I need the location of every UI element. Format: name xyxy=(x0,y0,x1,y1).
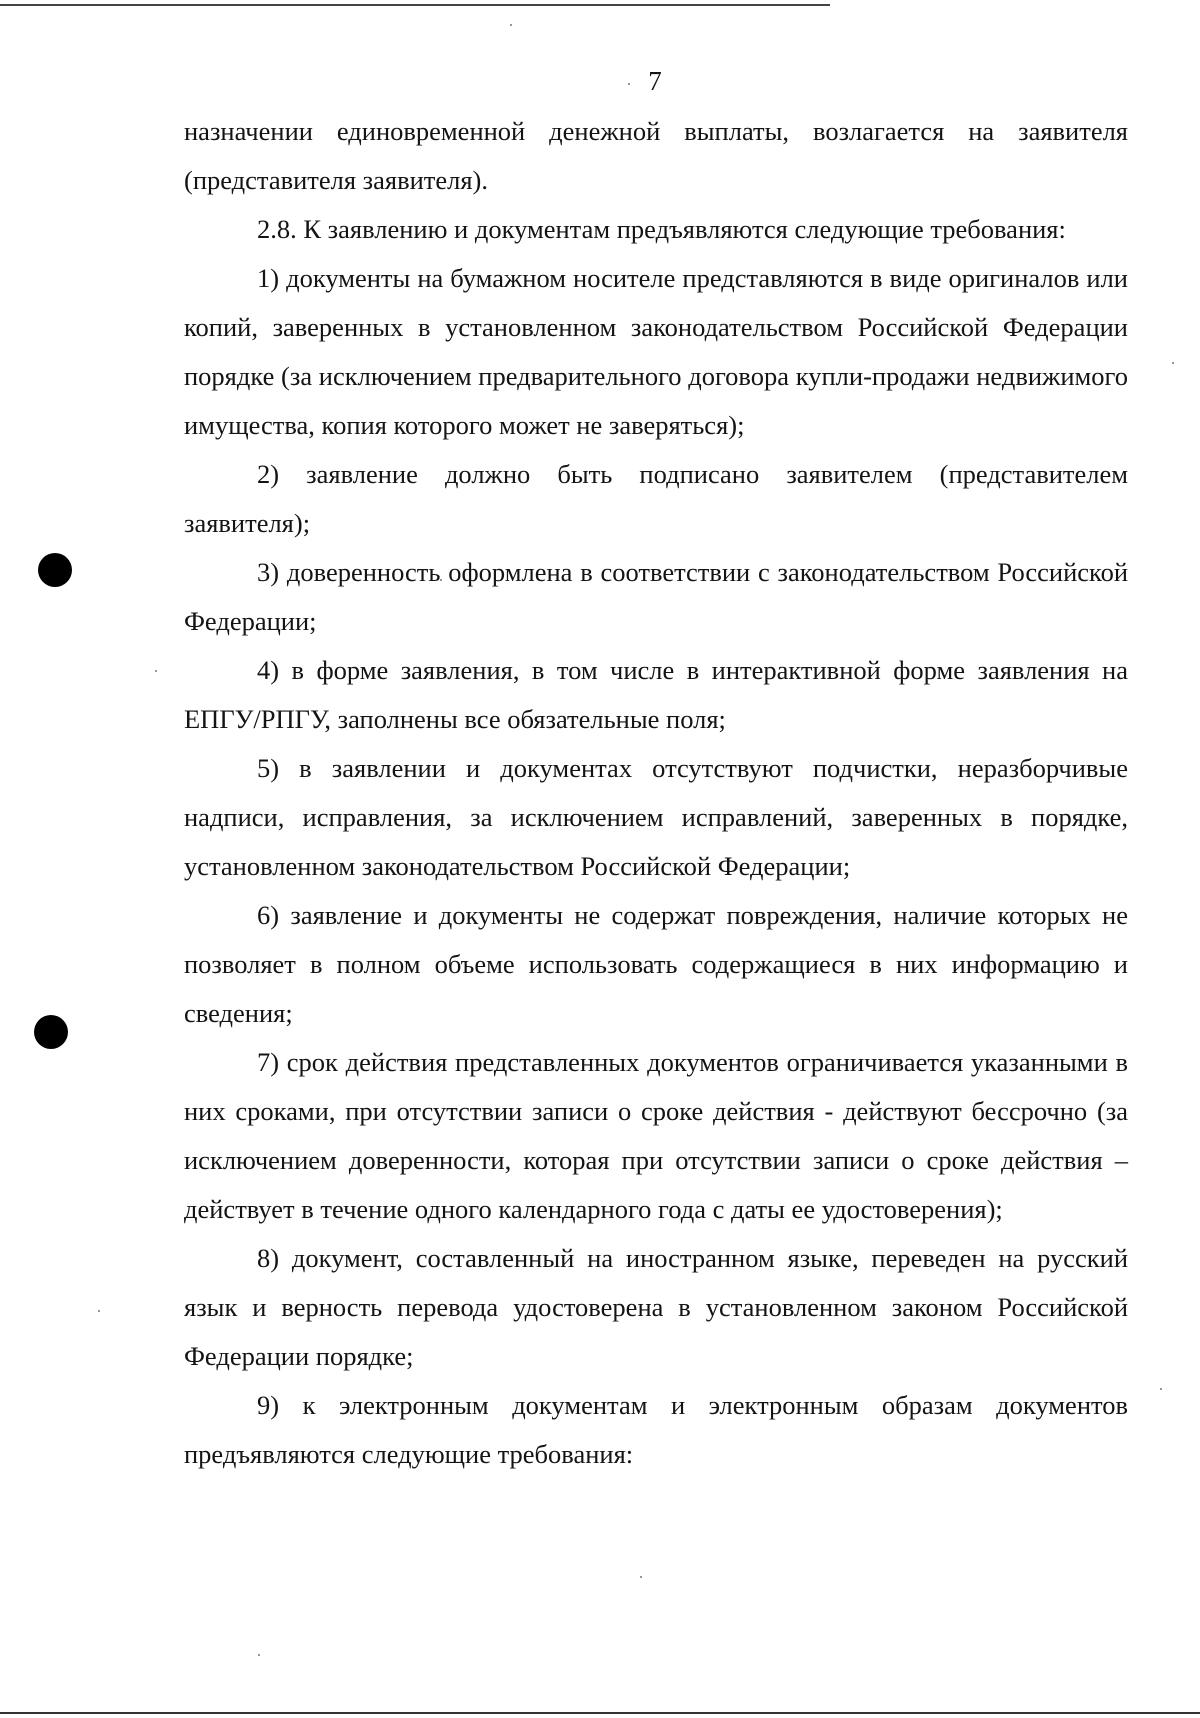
paragraph-section-2-8: 2.8. К заявлению и документам предъявляются следующие требования: xyxy=(257,214,1066,244)
scan-speck xyxy=(1172,362,1174,364)
scan-speck xyxy=(510,24,512,26)
punch-hole-mark xyxy=(38,553,72,587)
document-body xyxy=(184,107,1128,1479)
list-item-4: 4) в форме заявления, в том числе в интерактивной форме заявления на ЕПГУ/РПГУ, заполнены все обязательные поля; xyxy=(184,655,1128,734)
paragraph-continuation: назначении единовременной денежной выплаты, возлагается на заявителя (представителя заявителя). xyxy=(184,116,1128,195)
list-item-6: 6) заявление и документы не содержат повреждения, наличие которых не позволяет в полном объеме использовать содержащиеся в них информацию и сведения; xyxy=(184,900,1128,1028)
list-item-7: 7) срок действия представленных документов ограничивается указанными в них сроками, при отсутствии записи о сроке действия - действуют бессрочно (за исключением доверенности, которая при отсутствии записи о сроке действия – действует в течение одного календарного года с даты ее удостоверения); xyxy=(184,1047,1128,1224)
list-item-8: 8) документ, составленный на иностранном языке, переведен на русский язык и верность перевода удостоверена в установленном законом Российской Федерации порядке; xyxy=(184,1243,1128,1371)
scan-speck xyxy=(98,1310,100,1312)
list-item-5: 5) в заявлении и документах отсутствуют подчистки, неразборчивые надписи, исправления, за исключением исправлений, заверенных в порядке, установленном законодательством Российской Федерации; xyxy=(184,753,1128,881)
punch-hole-mark xyxy=(34,1015,68,1049)
scan-speck xyxy=(258,1654,260,1656)
list-item-3: 3) доверенность оформлена в соответствии с законодательством Российской Федерации; xyxy=(184,557,1128,636)
scan-speck xyxy=(1160,1388,1162,1390)
scan-speck xyxy=(628,83,630,85)
list-item-2: 2) заявление должно быть подписано заявителем (представителем заявителя); xyxy=(184,459,1128,538)
scan-speck xyxy=(155,670,157,672)
page-number: 7 xyxy=(648,66,662,96)
scan-top-edge-line xyxy=(0,4,830,6)
list-item-9: 9) к электронным документам и электронным образам документов предъявляются следующие требования: xyxy=(184,1390,1128,1469)
scan-bottom-edge-line xyxy=(0,1712,1200,1714)
scan-speck xyxy=(640,1576,642,1578)
list-item-1: 1) документы на бумажном носителе представляются в виде оригиналов или копий, заверенных в установленном законодательством Российской Федерации порядке (за исключением предварительного договора купли-продажи недвижимого имущества, копия которого может не заверяться); xyxy=(184,263,1128,440)
